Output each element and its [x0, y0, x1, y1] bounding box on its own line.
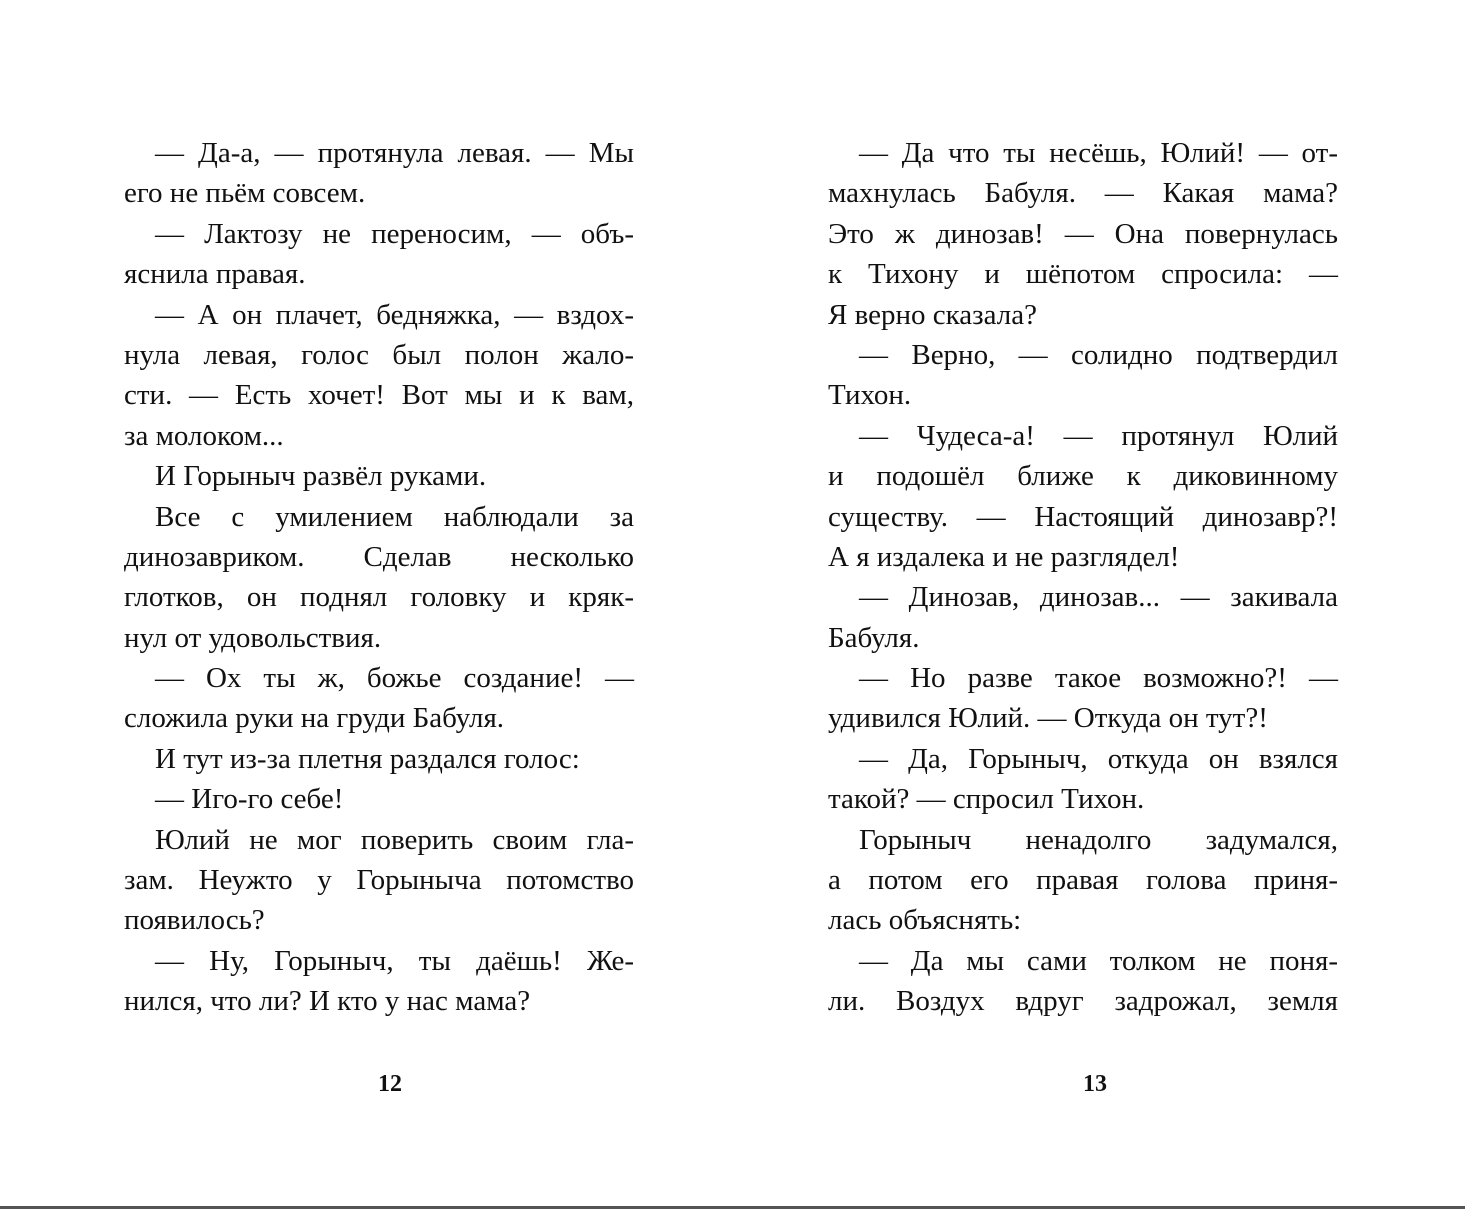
text-line: — Ох ты ж, божье создание! —: [155, 662, 634, 695]
text-line: нился, что ли? И кто у нас мама?: [124, 985, 531, 1018]
text-line: Я верно сказала?: [828, 298, 1037, 331]
text-line: ли. Воздух вдруг задрожал, земля: [828, 985, 1338, 1018]
text-line: — Да мы сами толком не поня-: [859, 944, 1338, 977]
text-line: — Чудеса-а! — протянул Юлий: [859, 419, 1338, 452]
text-line: — Иго-го себе!: [155, 783, 344, 816]
text-line: Горыныч ненадолго задумался,: [859, 823, 1338, 856]
text-line: нул от удовольствия.: [124, 621, 382, 654]
text-line: существу. — Настоящий динозавр?!: [828, 500, 1338, 533]
text-line: — Да, Горыныч, откуда он взялся: [859, 742, 1338, 775]
text-line: а потом его правая голова приня-: [828, 864, 1338, 897]
left-page-number: 12: [378, 1071, 402, 1097]
text-line: — Но разве такое возможно?! —: [859, 662, 1338, 695]
text-line: зам. Неужто у Горыныча потомство: [124, 864, 634, 897]
text-line: за молоком...: [124, 419, 284, 452]
text-line: — Динозав, динозав... — закивала: [859, 581, 1338, 614]
text-line: нула левая, голос был полон жало-: [124, 338, 634, 371]
text-line: его не пьём совсем.: [124, 177, 366, 210]
text-line: Все с умилением наблюдали за: [155, 500, 634, 533]
text-line: сти. — Есть хочет! Вот мы и к вам,: [124, 379, 634, 412]
left-page-text: [124, 133, 634, 1022]
text-line: — Верно, — солидно подтвердил: [859, 338, 1338, 371]
text-line: лась объяснять:: [828, 904, 1022, 937]
text-line: Тихон.: [828, 379, 912, 412]
text-line: И Горыныч развёл руками.: [155, 460, 487, 493]
text-line: появилось?: [124, 904, 265, 937]
text-line: к Тихону и шёпотом спросила: —: [828, 258, 1338, 291]
text-line: И тут из-за плетня раздался голос:: [155, 742, 580, 775]
text-line: — Лактозу не переносим, — объ-: [155, 217, 634, 250]
text-line: махнулась Бабуля. — Какая мама?: [828, 177, 1338, 210]
text-line: яснила правая.: [124, 258, 306, 291]
text-line: — Да что ты несёшь, Юлий! — от-: [859, 137, 1338, 169]
text-line: — Да-а, — протянула левая. — Мы: [155, 137, 634, 169]
text-line: Это ж динозав! — Она повернулась: [828, 217, 1338, 250]
text-line: — Ну, Горыныч, ты даёшь! Же-: [155, 944, 634, 977]
right-page-text: [828, 133, 1338, 1022]
text-line: такой? — спросил Тихон.: [828, 783, 1145, 816]
text-line: — А он плачет, бедняжка, — вздох-: [155, 298, 634, 331]
text-line: А я издалека и не разглядел!: [828, 540, 1180, 573]
text-line: удивился Юлий. — Откуда он тут?!: [828, 702, 1268, 735]
text-line: Юлий не мог поверить своим гла-: [155, 823, 634, 856]
text-line: глотков, он поднял головку и кряк-: [124, 581, 634, 614]
scan-bottom-edge: [0, 1206, 1465, 1209]
right-page-number: 13: [1083, 1071, 1107, 1097]
text-line: и подошёл ближе к диковинному: [828, 460, 1338, 493]
text-line: Бабуля.: [828, 621, 920, 654]
text-line: сложила руки на груди Бабуля.: [124, 702, 505, 735]
text-line: динозавриком. Сделав несколько: [124, 540, 634, 573]
